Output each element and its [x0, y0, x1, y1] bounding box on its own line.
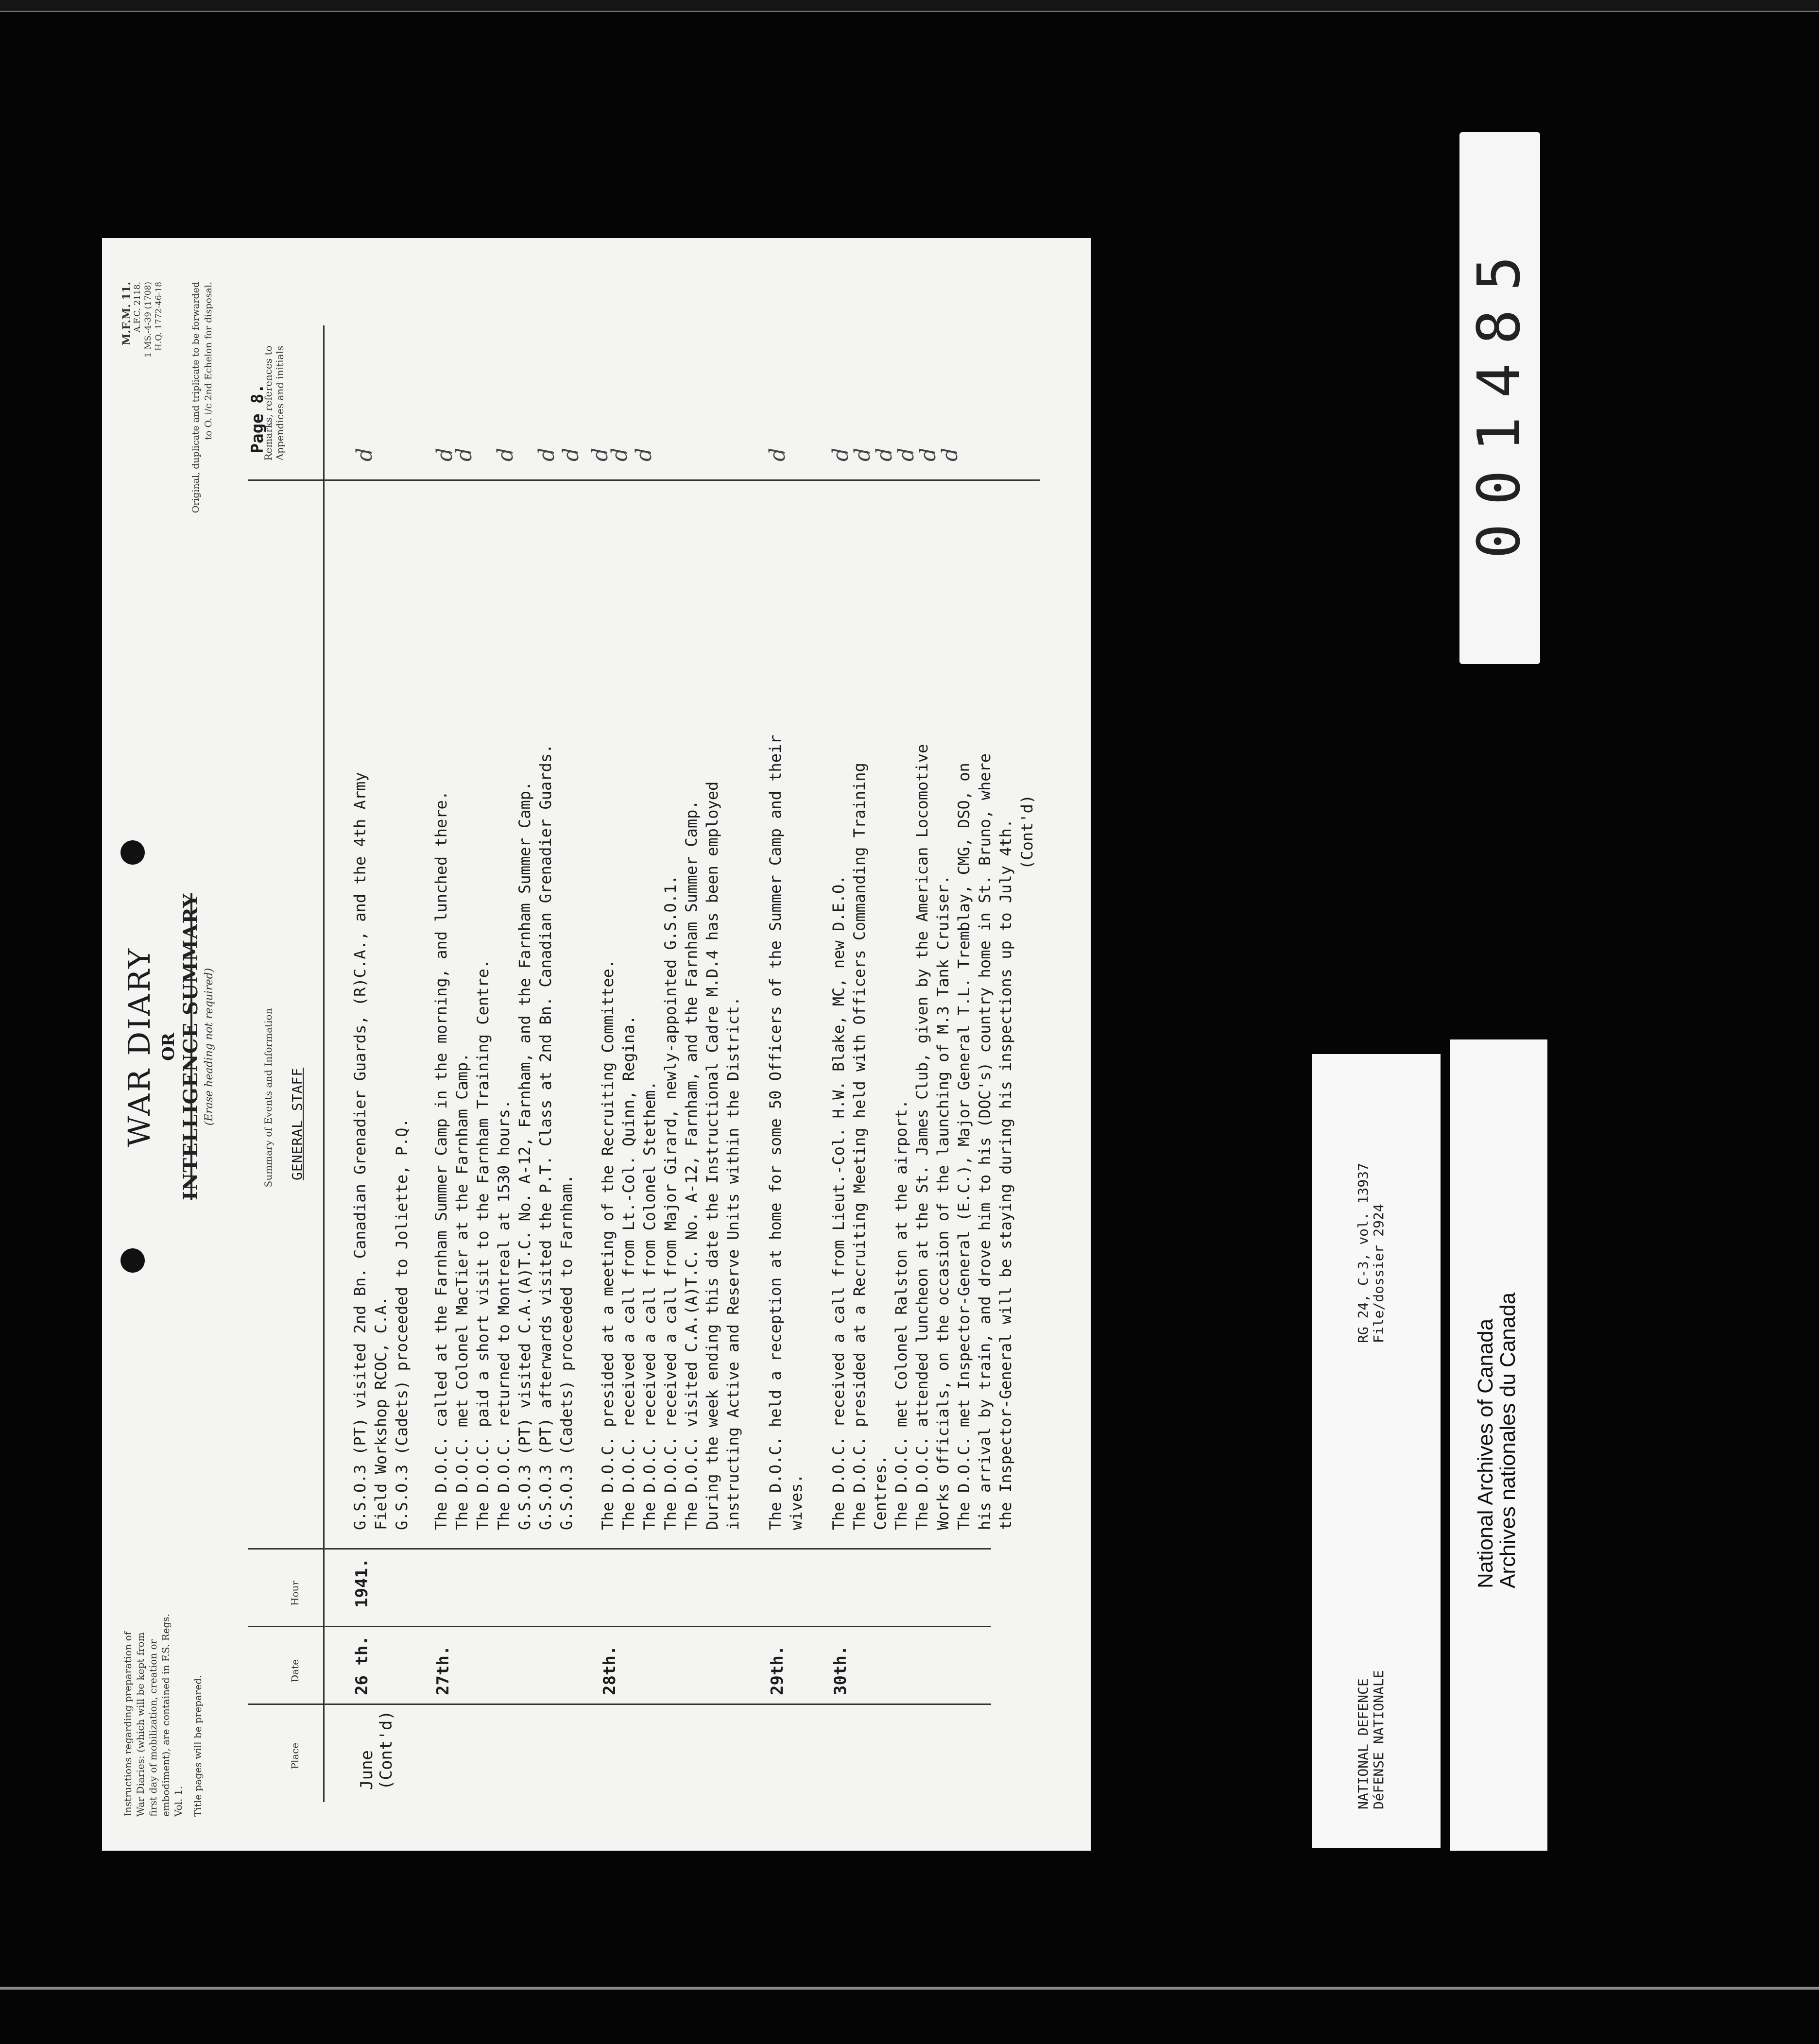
place-cell	[357, 1710, 396, 1790]
diary-title: WAR DIARY	[121, 946, 157, 1147]
column-divider	[248, 1703, 991, 1705]
header-remarks: Remarks, references to Appendices and initials	[262, 345, 286, 461]
institution-text: National Archives of Canada Archives nationales du Canada	[1474, 1292, 1520, 1588]
reference-text: RG 24, C-3, vol. 13937 File/dossier 2924	[1355, 1163, 1387, 1343]
entries-26: G.S.O.3 (PT) visited 2nd Bn. Canadian Grenadier Guards, (R)C.A., and the 4th Army Field Workshop RCOC, C.A. G.S.O.3 (Cadets) proceeded to Joliette, P.Q.	[351, 772, 411, 1530]
date-28: 28th.	[600, 1645, 619, 1695]
form-id: M.F.M. 11.	[120, 282, 133, 346]
date-27: 27th.	[433, 1645, 453, 1695]
header-date: Date	[289, 1659, 301, 1683]
diary-heading	[121, 767, 215, 1326]
distribution-note: Original, duplicate and triplicate to be forwarded to O. i/c 2nd Echelon for disposal.	[190, 282, 214, 513]
entries-27: The D.O.C. called at the Farnham Summer Camp in the morning, and lunched there. The D.O.C. met Colonel MacTier at the Farnham Camp. The D.O.C. paid a short visit to the Farnham Training Centre. The D.O.C. returned to Montreal at 1530 hours. G.S.O.3 (PT) visited C.A.(A)T.C. No. A-12, Farnham, and the Farnham Summer Camp. G.S.O.3 (PT) afterwards visited the P.T. Class at 2nd Bn. Canadian Grenadier Guards. G.S.O.3 (Cadets) proceeded to Farnham.	[432, 744, 576, 1530]
continued-note: (Cont'd)	[1018, 794, 1036, 869]
entries-28: The D.O.C. presided at a meeting of the Recruiting Committee. The D.O.C. received a call from Lt.-Col. Quinn, Regina. The D.O.C. received a call from Colonel Stethem. The D.O.C. received a call from Major Girard, newly-appointed G.S.O.1. The D.O.C. visited C.A.(A)T.C. No. A-12, Farnham, and the Farnham Summer Camp. During the week ending this date the Instructional Cadre M.D.4 has been employed instructing Active and Reserve Units within the District.	[599, 781, 742, 1530]
archives-label	[1450, 1039, 1547, 1851]
entries-29: The D.O.C. held a reception at home for some 50 Officers of the Summer Camp and their wives.	[766, 734, 806, 1530]
diary-subtitle: INTELLIGENCE SUMMARY	[179, 893, 202, 1200]
date-30: 30th.	[831, 1645, 850, 1695]
instructions-note	[121, 1613, 204, 1817]
header-rule	[323, 325, 325, 1802]
form-code: 1 MS.-4-39 (1708)	[143, 282, 153, 358]
page-number: Page 8.	[248, 384, 267, 454]
column-divider	[248, 1626, 991, 1627]
header-summary: Summary of Events and Information	[262, 1008, 274, 1188]
war-diary-page-content	[102, 238, 1091, 1851]
form-code: A.F.C. 2118.	[133, 282, 142, 333]
place-contd: (Cont'd)	[377, 1710, 396, 1790]
film-edge-top	[0, 0, 1819, 12]
form-code: H.Q. 1772-46-18	[154, 282, 164, 351]
header-place: Place	[289, 1742, 301, 1770]
department-text: NATIONAL DEFENCE DéFENSE NATIONALE	[1355, 1670, 1387, 1809]
erase-note: (Erase heading not required)	[203, 968, 215, 1126]
section-general-staff: GENERAL STAFF	[289, 1067, 305, 1180]
film-edge-bottom	[0, 1987, 1819, 1990]
frame-number: 001485	[1466, 237, 1533, 559]
reference-label	[1312, 1054, 1441, 1848]
header-hour: Hour	[289, 1581, 301, 1606]
war-diary-page	[102, 238, 1091, 1851]
date-26: 26 th.	[352, 1635, 372, 1695]
column-divider	[248, 479, 1040, 481]
instructions-text: Instructions regarding preparation of War Diaries: (which will be kept from first day of mobilization, creation or embodiment), are contained in F.S. Regs. Vol. 1.	[122, 1614, 184, 1817]
year-label: 1941.	[352, 1558, 372, 1608]
form-identifier	[121, 282, 164, 442]
title-pages-note: Title pages will be prepared.	[192, 1675, 204, 1817]
date-29: 29th.	[768, 1645, 787, 1695]
handwritten-initials: d d d d d d d d d d d d d d d d	[352, 447, 962, 461]
diary-or: OR	[159, 1033, 178, 1061]
column-divider	[248, 1548, 991, 1550]
place-month: June	[357, 1750, 377, 1790]
frame-number-label	[1459, 132, 1540, 664]
entries-30: The D.O.C. received a call from Lieut.-Col. H.W. Blake, MC, new D.E.O. The D.O.C. presided at a Recruiting Meeting held with Officers Commanding Training Centres. The D.O.C. met Colonel Ralston at the airport. The D.O.C. attended luncheon at the St. James Club, given by the American Locomotive Works Officials, on the occasion of the launching of M.3 Tank Cruiser. The D.O.C. met Inspector-General (E.C.), Major General T.L. Tremblay, CMG, DSO, on his arrival by train, and drove him to his (DOC's) country home in St. Bruno, where the Inspector-General will be staying during his inspections up to July 4th.	[829, 744, 1015, 1530]
